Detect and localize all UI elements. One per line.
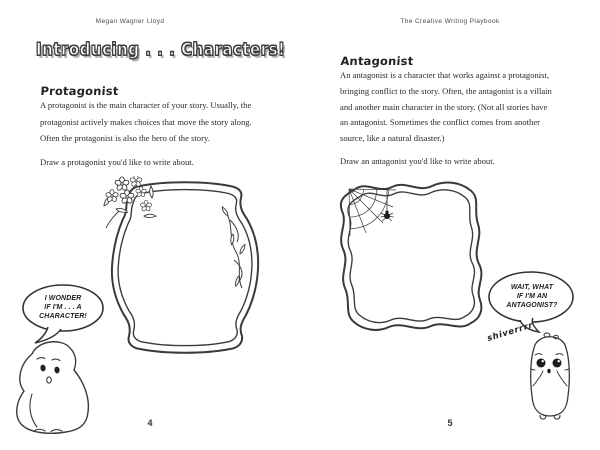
ghost-body: [531, 337, 570, 416]
protagonist-heading: Protagonist: [40, 84, 120, 98]
antagonist-bubble-text: WAIT, WHAT IF I'M AN ANTAGONIST?: [506, 284, 558, 309]
protagonist-prompt: Draw a protagonist you'd like to write about.: [40, 157, 194, 167]
antagonist-prompt: Draw an antagonist you'd like to write about.: [340, 156, 495, 166]
protagonist-bubble-text: I WONDER IF I'M . . . A CHARACTER!: [39, 295, 87, 320]
frame-border: [112, 182, 258, 353]
shiver-sound-effect: shiverrrr: [486, 320, 535, 344]
spiderweb-frame-illustration: [332, 176, 492, 336]
page-number-right: 5: [447, 418, 453, 428]
protagonist-body-text: A protagonist is the main character of your story. Usually, the protagonist actively makes choices that move the story along. Often the protagonist is also the hero of the story.: [40, 100, 252, 144]
frame-border: [341, 183, 482, 330]
running-head-author: Megan Wagner Lloyd: [95, 18, 165, 25]
page-number-left: 4: [147, 418, 153, 428]
running-head-book-title: The Creative Writing Playbook: [400, 18, 500, 25]
antagonist-heading: Antagonist: [340, 54, 414, 68]
antagonist-body-text: An antagonist is a character that works against a protagonist, bringing conflict to the story. Often, the antagonist is a villain and another main character in the story. (Not all stories have an antagonist. Sometimes the conflict comes from another source, like a natural disaster.): [340, 70, 552, 144]
shivering-ghost-illustration: [520, 326, 580, 422]
flower-vine-frame-illustration: [100, 176, 270, 361]
page-title: Introducing . . . Characters!: [36, 40, 286, 60]
